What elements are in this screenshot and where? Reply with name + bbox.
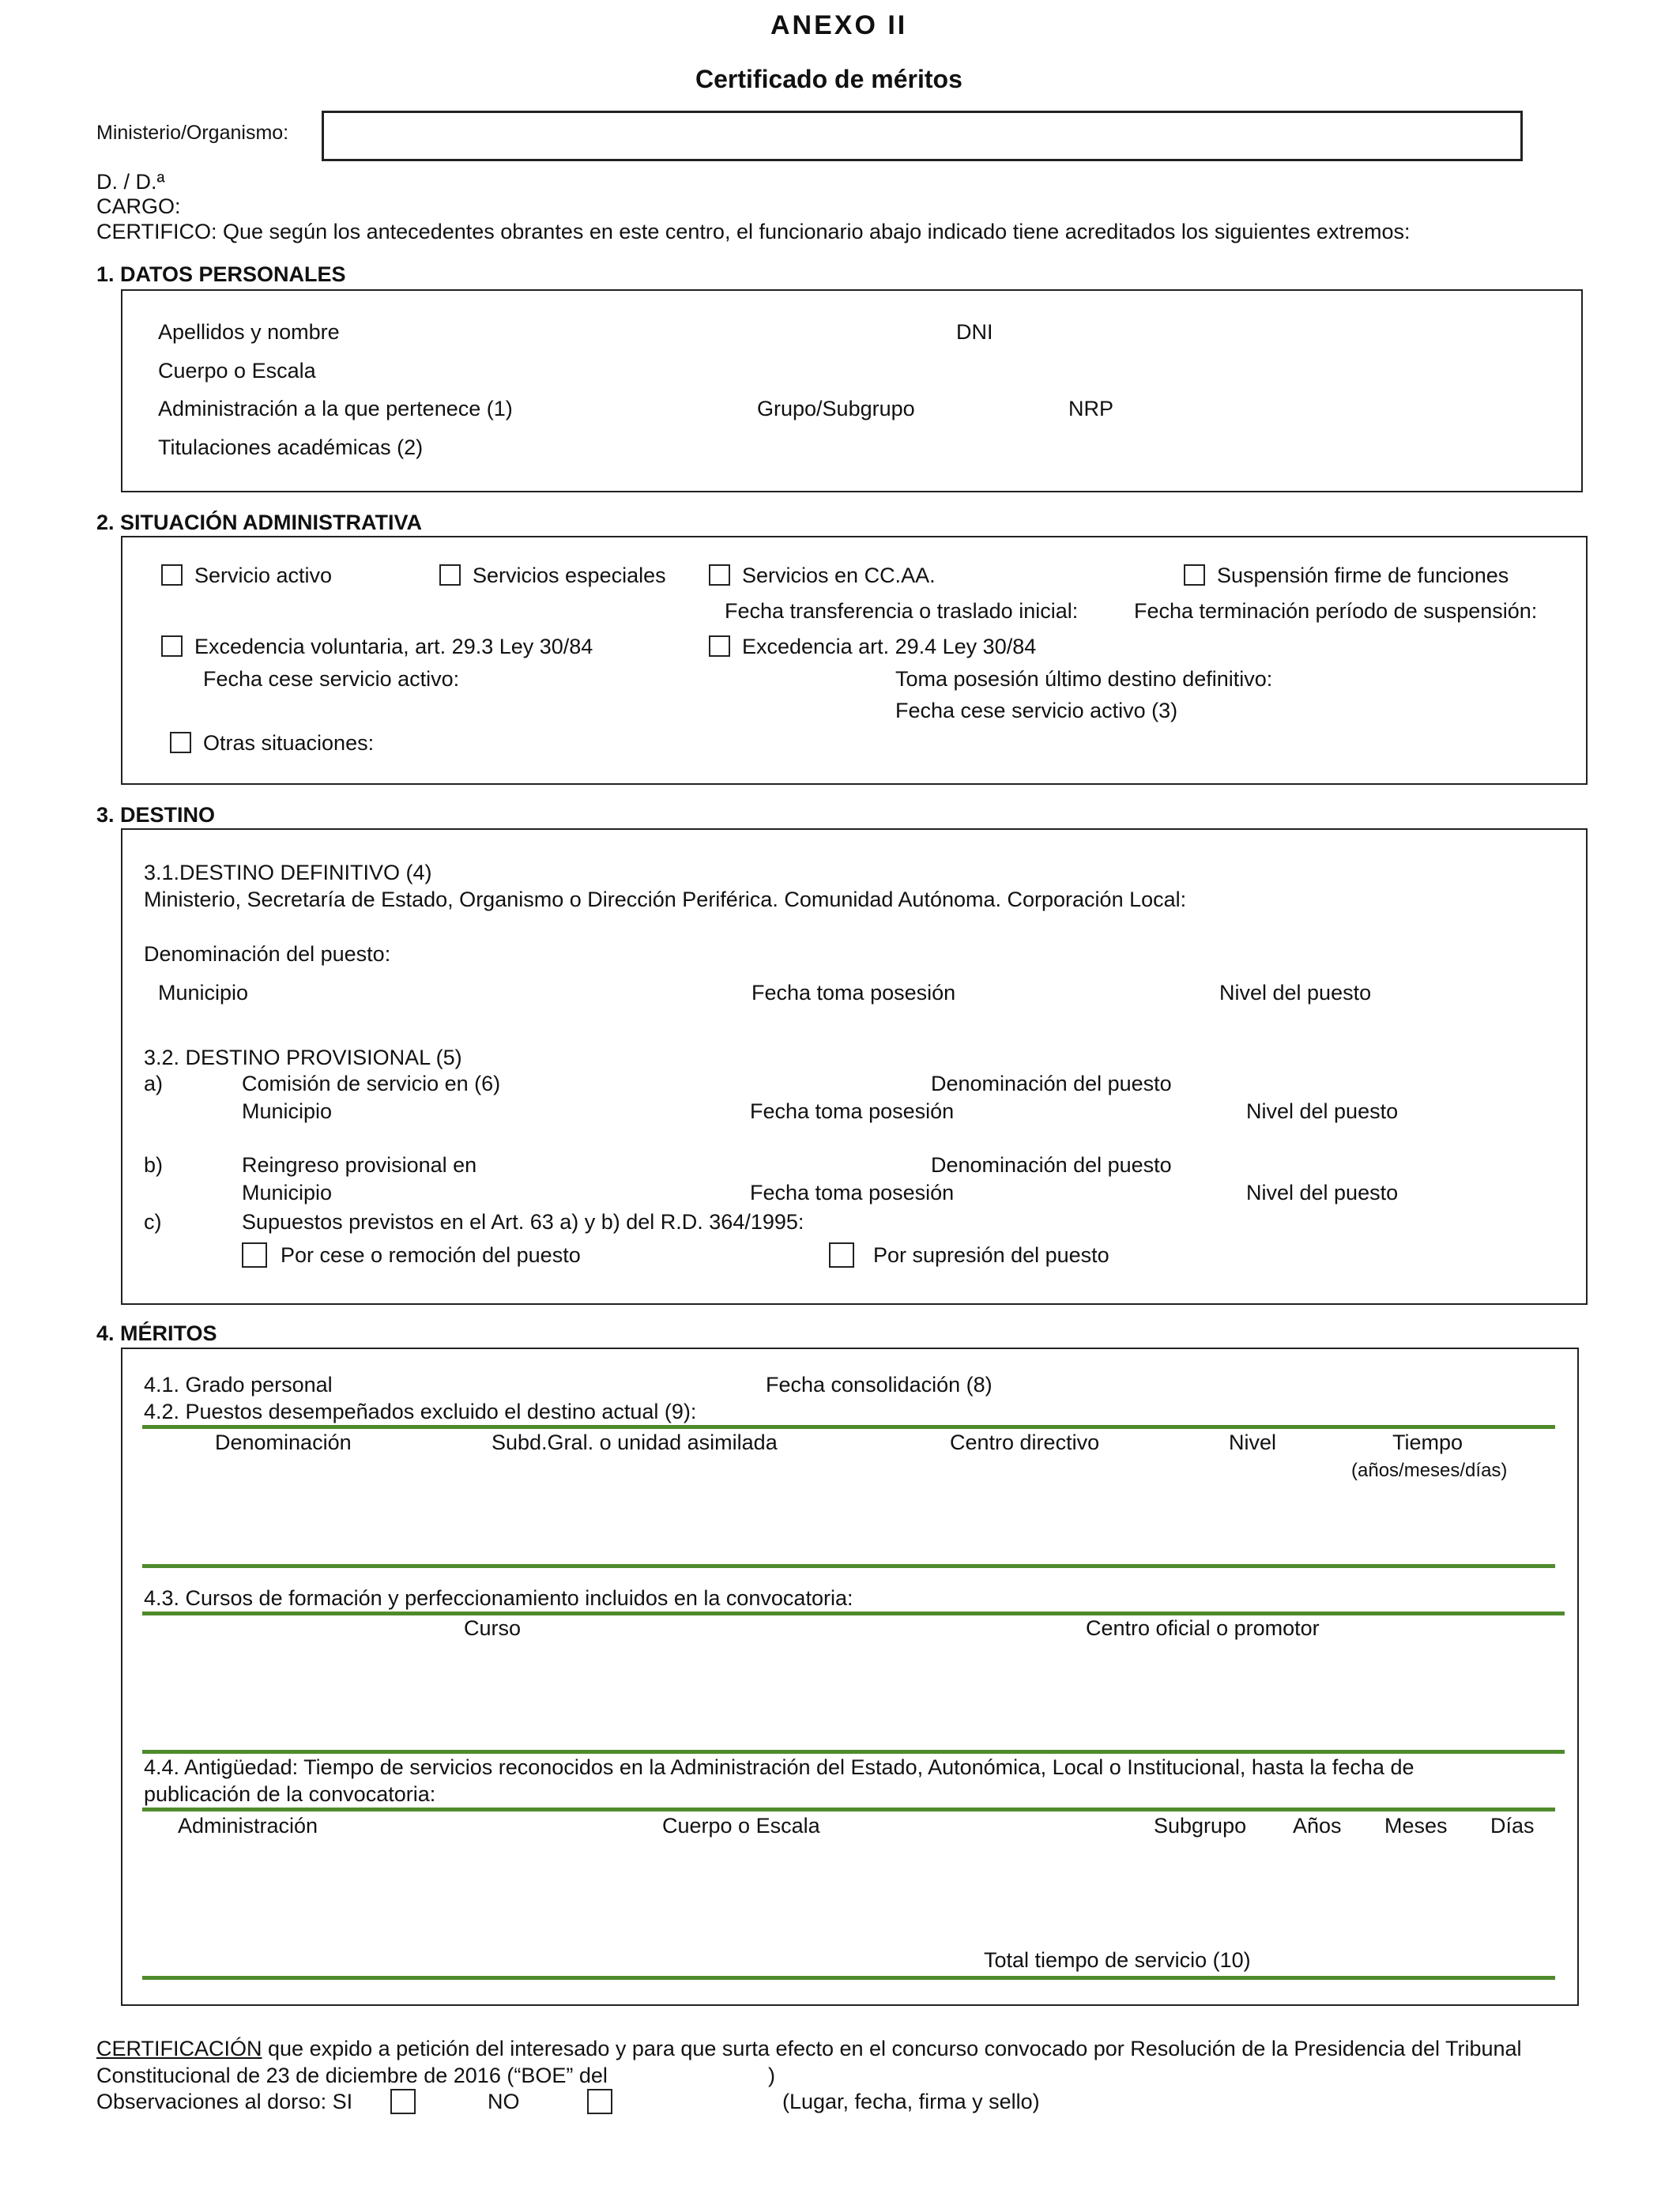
col-administracion: Administración [178,1814,318,1838]
supuestos-label: Supuestos previstos en el Art. 63 a) y b) del R.D. 364/1995: [242,1210,804,1234]
col-subd-gral: Subd.Gral. o unidad asimilada [492,1431,778,1454]
nivel-puesto-b-label: Nivel del puesto [1246,1181,1399,1204]
dd-label: D. / D.ª [96,170,165,194]
section-3-title: 3. DESTINO [96,803,216,827]
municipio-a-label: Municipio [242,1099,333,1123]
supresion-checkbox[interactable] [829,1242,854,1268]
denominacion-a-label: Denominación del puesto [931,1072,1172,1095]
col-curso: Curso [464,1616,522,1640]
col-dias: Días [1490,1814,1535,1838]
cursos-label: 4.3. Cursos de formación y perfeccionamiento incluidos en la convocatoria: [144,1586,853,1610]
servicios-ccaa-checkbox[interactable] [709,564,730,586]
supresion-label: Por supresión del puesto [873,1243,1109,1267]
col-cuerpo-escala: Cuerpo o Escala [662,1814,820,1838]
reingreso-label: Reingreso provisional en [242,1153,477,1177]
col-denominacion: Denominación [215,1431,352,1454]
excedencia-294-label: Excedencia art. 29.4 Ley 30/84 [742,635,1037,658]
toma-posesion-label: Toma posesión último destino definitivo: [895,667,1273,691]
certificacion-heading: CERTIFICACIÓN [96,2037,262,2060]
section-2-title: 2. SITUACIÓN ADMINISTRATIVA [96,511,423,534]
fecha-toma-a-label: Fecha toma posesión [750,1099,955,1123]
dni-label: DNI [956,320,993,344]
municipio-b-label: Municipio [242,1181,333,1204]
nivel-puesto-label: Nivel del puesto [1219,981,1372,1005]
section-4-title: 4. MÉRITOS [96,1321,217,1345]
option-a-marker: a) [144,1072,164,1095]
observaciones-si-checkbox[interactable] [390,2089,416,2114]
fecha-cese-3-label: Fecha cese servicio activo (3) [895,699,1178,722]
antiguedad-line-2: publicación de la convocatoria: [144,1782,436,1806]
cese-remocion-label: Por cese o remoción del puesto [281,1243,581,1267]
administracion-label: Administración a la que pertenece (1) [158,397,513,420]
servicios-especiales-checkbox[interactable] [439,564,461,586]
observaciones-no-checkbox[interactable] [587,2089,612,2114]
antiguedad-table-bottom-rule [142,1976,1555,1980]
col-centro-directivo: Centro directivo [950,1431,1100,1454]
excedencia-voluntaria-checkbox[interactable] [161,635,183,657]
observaciones-label: Observaciones al dorso: SI [96,2090,353,2113]
servicios-especiales-label: Servicios especiales [473,564,666,587]
certificacion-text: que expido a petición del interesado y para que surta efecto en el concurso convocado por Resolución de la Presidencia del Tribunal [262,2037,1522,2060]
col-meses: Meses [1384,1814,1448,1838]
municipio-label: Municipio [158,981,249,1005]
comision-servicio-label: Comisión de servicio en (6) [242,1072,501,1095]
grupo-label: Grupo/Subgrupo [757,397,915,420]
destino-definitivo-line: Ministerio, Secretaría de Estado, Organismo o Dirección Periférica. Comunidad Autónoma. Corporación Local: [144,888,1187,911]
page-title: Certificado de méritos [695,65,962,93]
denominacion-b-label: Denominación del puesto [931,1153,1172,1177]
col-tiempo-unit: (años/meses/días) [1351,1460,1508,1481]
cuerpo-label: Cuerpo o Escala [158,359,316,383]
excedencia-voluntaria-label: Excedencia voluntaria, art. 29.3 Ley 30/84 [194,635,593,658]
option-b-marker: b) [144,1153,164,1177]
nrp-label: NRP [1068,397,1114,420]
fecha-toma-label: Fecha toma posesión [751,981,956,1005]
lugar-fecha-firma-label: (Lugar, fecha, firma y sello) [782,2090,1040,2113]
cursos-table-bottom-rule [142,1750,1565,1754]
suspension-label: Suspensión firme de funciones [1217,564,1509,587]
cargo-label: CARGO: [96,194,181,218]
col-tiempo: Tiempo [1392,1431,1463,1454]
col-anos: Años [1293,1814,1342,1838]
grado-personal-label: 4.1. Grado personal [144,1373,333,1397]
certificacion-line-1 [96,2036,1522,2061]
excedencia-294-checkbox[interactable] [709,635,730,657]
titulaciones-label: Titulaciones académicas (2) [158,435,424,459]
nivel-puesto-a-label: Nivel del puesto [1246,1099,1399,1123]
apellidos-label: Apellidos y nombre [158,320,340,344]
denominacion-puesto-label: Denominación del puesto: [144,942,391,966]
fecha-toma-b-label: Fecha toma posesión [750,1181,955,1204]
certificacion-line-2: Constitucional de 23 de diciembre de 2016 (“BOE” del [96,2064,608,2087]
fecha-transferencia-label: Fecha transferencia o traslado inicial: [725,599,1079,623]
servicio-activo-checkbox[interactable] [161,564,183,586]
suspension-checkbox[interactable] [1184,564,1205,586]
fecha-consolidacion-label: Fecha consolidación (8) [766,1373,993,1397]
boe-close-paren: ) [768,2064,775,2087]
puestos-label: 4.2. Puestos desempeñados excluido el destino actual (9): [144,1400,697,1423]
servicios-ccaa-label: Servicios en CC.AA. [742,564,936,587]
cursos-table-top-rule [142,1612,1565,1615]
destino-provisional-title: 3.2. DESTINO PROVISIONAL (5) [144,1046,462,1069]
puestos-table-top-rule [142,1425,1555,1429]
total-tiempo-label: Total tiempo de servicio (10) [984,1948,1251,1972]
puestos-table-bottom-rule [142,1564,1555,1568]
cese-remocion-checkbox[interactable] [242,1242,267,1268]
section-1-box [121,289,1583,492]
col-nivel: Nivel [1229,1431,1277,1454]
otras-situaciones-checkbox[interactable] [170,732,191,753]
servicio-activo-label: Servicio activo [194,564,333,587]
col-centro-oficial: Centro oficial o promotor [1086,1616,1320,1640]
option-c-marker: c) [144,1210,162,1234]
antiguedad-table-top-rule [142,1808,1555,1811]
ministerio-field[interactable] [322,111,1523,161]
ministerio-label: Ministerio/Organismo: [96,122,289,144]
section-1-title: 1. DATOS PERSONALES [96,262,346,286]
otras-situaciones-label: Otras situaciones: [203,731,375,755]
antiguedad-line-1: 4.4. Antigüedad: Tiempo de servicios reconocidos en la Administración del Estado, Autonómica, Local o Institucional, hasta la fecha de [144,1755,1414,1779]
observaciones-no-label: NO [488,2090,520,2113]
col-subgrupo: Subgrupo [1154,1814,1247,1838]
fecha-terminacion-label: Fecha terminación período de suspensión: [1134,599,1538,623]
annex-heading: ANEXO II [770,10,908,40]
destino-definitivo-title: 3.1.DESTINO DEFINITIVO (4) [144,861,432,884]
fecha-cese-label: Fecha cese servicio activo: [203,667,460,691]
certifico-text: CERTIFICO: Que según los antecedentes obrantes en este centro, el funcionario abajo indicado tiene acreditados los siguientes extremos: [96,220,1411,243]
